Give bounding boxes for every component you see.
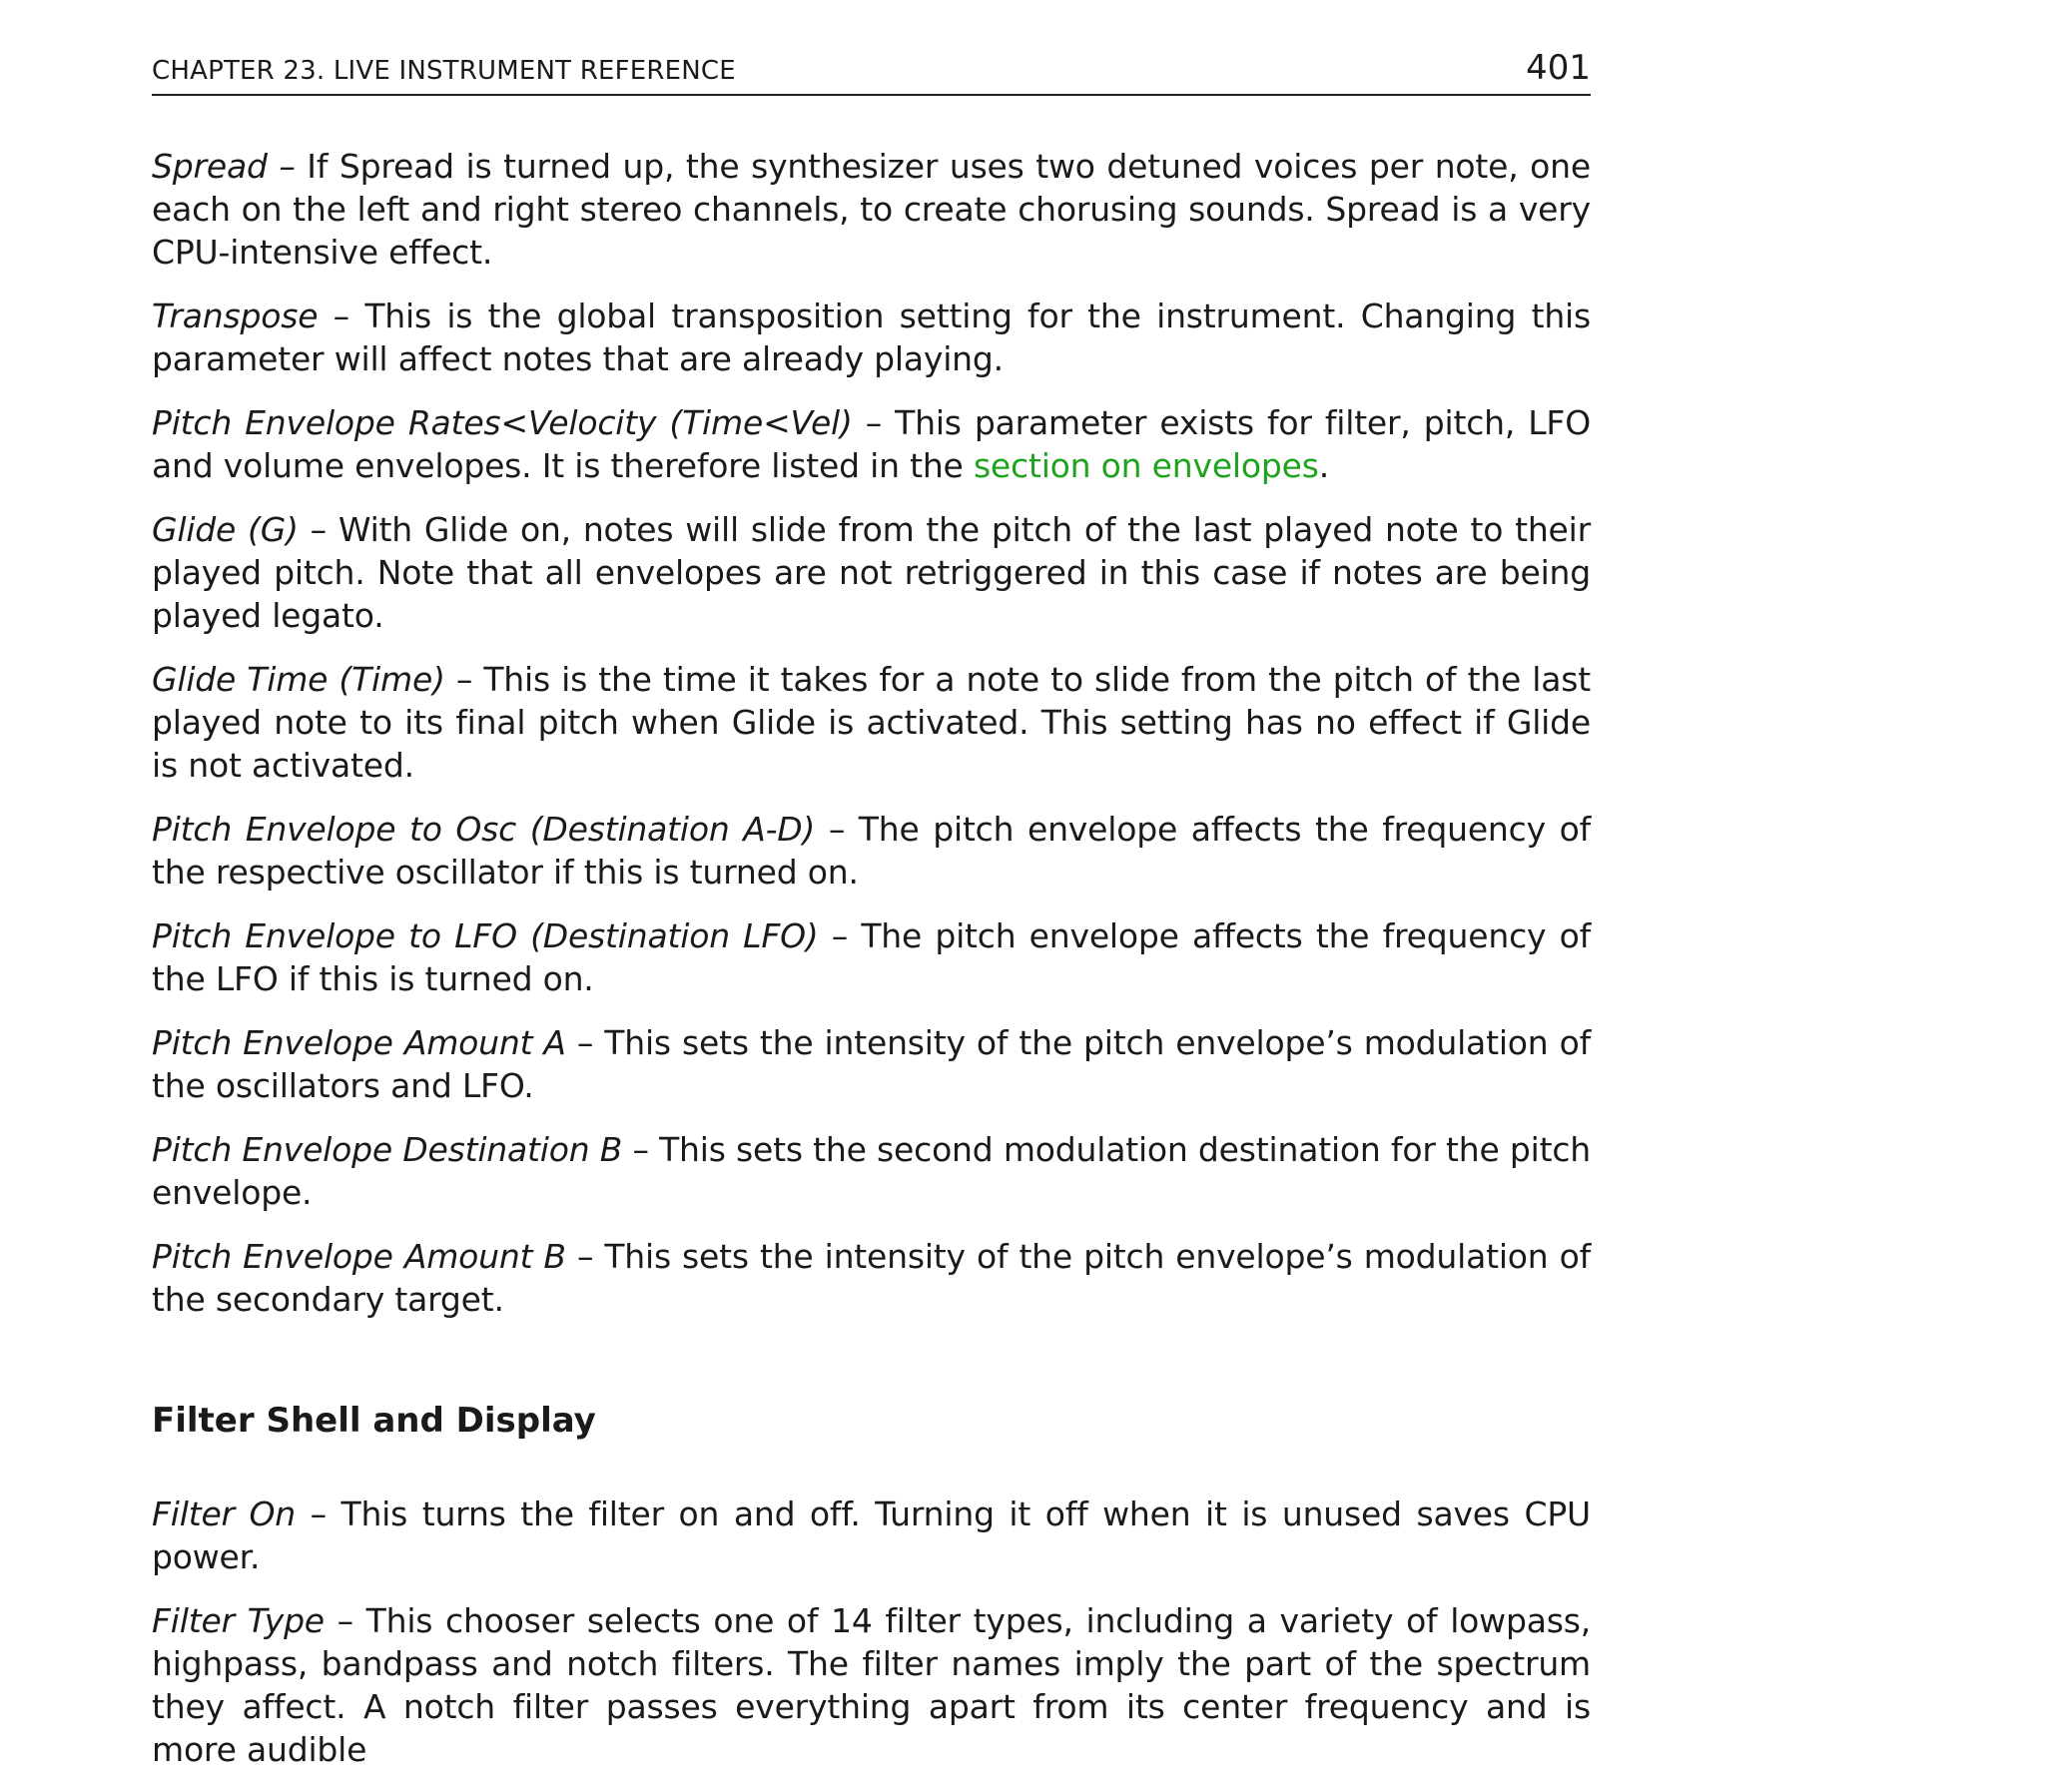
entry-term: Pitch Envelope to LFO (Destination LFO)	[152, 916, 819, 955]
entry-term: Pitch Envelope Amount B	[152, 1237, 566, 1276]
entry-pitch-envelope-rates-velocity	[152, 401, 1591, 487]
entry-text: – If Spread is turned up, the synthesizer uses two detuned voices per note, one each on the left and right stereo channels, to create chorusing sounds. Spread is a very CPU-intensive effect.	[152, 147, 1591, 272]
entry-term: Pitch Envelope Destination B	[152, 1130, 623, 1169]
entry-pitch-envelope-destination-b	[152, 1128, 1591, 1214]
entry-pitch-envelope-amount-a	[152, 1021, 1591, 1107]
entry-filter-type	[152, 1599, 1591, 1771]
entry-text: – This sets the second modulation destination for the pitch envelope.	[152, 1130, 1591, 1212]
section-heading: Filter Shell and Display	[152, 1401, 596, 1441]
entry-spread	[152, 145, 1591, 274]
entry-term: Filter On	[152, 1494, 297, 1533]
chapter-title: CHAPTER 23. LIVE INSTRUMENT REFERENCE	[152, 56, 736, 86]
entry-pitch-envelope-amount-b	[152, 1235, 1591, 1321]
entry-term: Transpose	[152, 297, 319, 335]
entry-filter-on	[152, 1493, 1591, 1578]
entry-pitch-envelope-to-osc	[152, 808, 1591, 894]
running-header	[152, 48, 1591, 96]
entry-text: – This is the global transposition setting for the instrument. Changing this parameter will affect notes that are already playing.	[152, 297, 1591, 378]
entry-text: – The pitch envelope affects the frequency of the LFO if this is turned on.	[152, 916, 1591, 998]
section-on-envelopes-link[interactable]: section on envelopes	[973, 446, 1319, 485]
entry-term: Pitch Envelope Rates<Velocity (Time<Vel)	[152, 403, 853, 442]
entry-text: – This parameter exists for filter, pitch, LFO and volume envelopes. It is therefore listed in the	[152, 403, 1591, 485]
entry-term: Spread	[152, 147, 268, 186]
page-number: 401	[1526, 48, 1591, 88]
entry-text: – With Glide on, notes will slide from the pitch of the last played note to their played pitch. Note that all envelopes are not retriggered in this case if notes are being played legato.	[152, 510, 1591, 635]
entry-text-after: .	[1318, 446, 1330, 485]
entry-glide-time	[152, 658, 1591, 787]
entry-text: – This turns the filter on and off. Turning it off when it is unused saves CPU power.	[152, 1494, 1591, 1576]
entry-text: – This sets the intensity of the pitch envelope’s modulation of the oscillators and LFO.	[152, 1023, 1591, 1105]
entry-term: Pitch Envelope Amount A	[152, 1023, 566, 1062]
entry-text: – This sets the intensity of the pitch envelope’s modulation of the secondary target.	[152, 1237, 1592, 1319]
body-text	[152, 145, 1591, 1792]
entry-term: Pitch Envelope to Osc (Destination A-D)	[152, 810, 816, 849]
entry-text: – The pitch envelope affects the frequency of the respective oscillator if this is turned on.	[152, 810, 1591, 892]
entry-term: Glide (G)	[152, 510, 299, 549]
entry-transpose	[152, 295, 1591, 380]
entry-text: – This is the time it takes for a note to slide from the pitch of the last played note to its final pitch when Glide is activated. This setting has no effect if Glide is not activated.	[152, 660, 1591, 785]
entry-term: Filter Type	[152, 1601, 325, 1640]
entry-pitch-envelope-to-lfo	[152, 914, 1591, 1000]
entry-term: Glide Time (Time)	[152, 660, 445, 699]
entry-glide	[152, 508, 1591, 637]
entry-text: – This chooser selects one of 14 filter types, including a variety of lowpass, highpass, bandpass and notch filters. The filter names imply the part of the spectrum they affect. A notch filter passes everything apart from its center frequency and is more audible	[152, 1601, 1591, 1769]
